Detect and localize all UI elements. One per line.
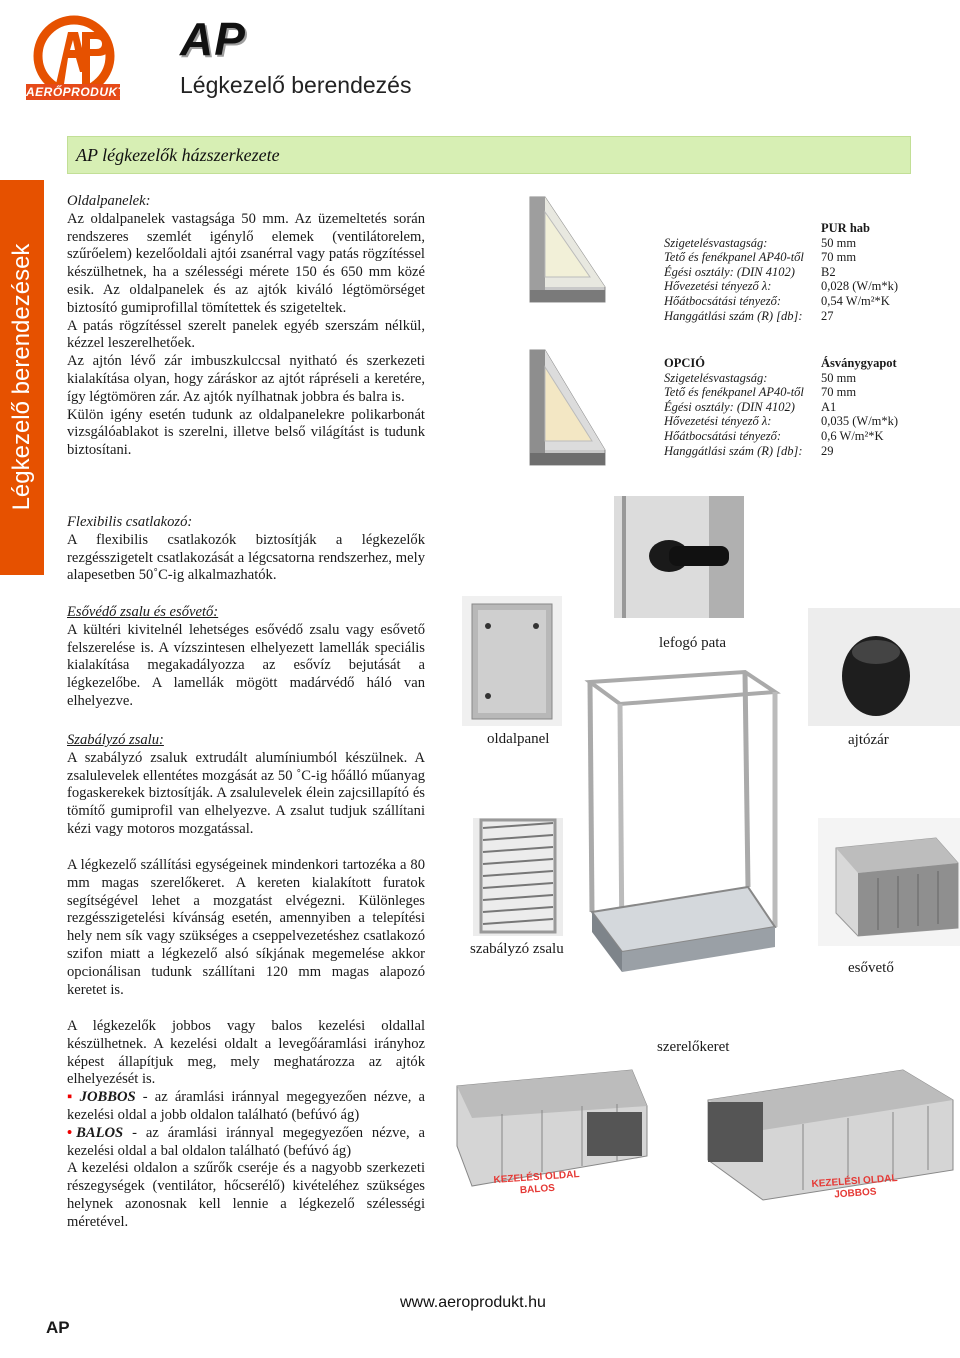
spec-value: 70 mm	[821, 385, 857, 400]
kezelesi-bullet-jobbos: ▪ JOBBOS - az áramlási iránnyal megegyezően nézve, a kezelési oldal a jobb oldalon található (befúvó ág)	[67, 1089, 425, 1123]
lefogo-pata-image	[614, 496, 744, 618]
spec-value: 0,6 W/m²*K	[821, 428, 884, 443]
spec-value: 27	[821, 308, 834, 323]
side-banner	[0, 180, 44, 575]
balos-label: KEZELÉSI OLDAL BALOS	[493, 1169, 580, 1197]
spec-value: 70 mm	[821, 250, 857, 265]
spec-value: 0,54 W/m²*K	[821, 293, 890, 308]
spec-label: Hővezetési tényező λ:	[664, 414, 772, 429]
oldalpanel-image	[462, 596, 562, 726]
caption-oldalpanel: oldalpanel	[487, 731, 550, 747]
spec-row	[664, 279, 924, 294]
spec-label: Hőátbocsátási tényező:	[664, 293, 781, 308]
spec-row	[664, 265, 924, 280]
spec-row	[664, 371, 924, 386]
szallitas-p1: A légkezelő szállítási egységeinek mindenkori tartozéka a 80 mm magas szerelőkeret. A kereten kialakított furatok segítségével lehet a mozgatást elvégezni. Különleges rezgésszigetelési kívánság esetén, amennyiben a telepítési hely nem sík vagy szükséges a cseppelvezetéshez csatlakozó szifon miatt a légkezelő alsó síkjának megemelése akkor opcionálisan tudunk szállítani 120 mm magas alapozó keretet is.	[67, 857, 425, 998]
spec-value: 0,028 (W/m*k)	[821, 279, 899, 294]
spec-row	[664, 309, 924, 324]
pur-header: PUR hab	[821, 221, 870, 235]
oldalpanelek-p1: Az oldalpanelek vastagsága 50 mm. Az üzemeltetés során rendszeres szemlét igénylő elemek (ventilátorelem, szűrőelem) kezelőoldali ajtói zsanérral vagy patás rögzítéssel készülhetnek, ha a szélességi mérete 150 és 650 mm közé esik. Az oldalpanelek és az ajtók kiváló légtömörséget biztosító gumiprofillal tömítettek és szigeteltek.	[67, 210, 425, 316]
caption-szabalyzo-zsalu: szabályzó zsalu	[470, 941, 564, 957]
panel-section-image-1	[510, 192, 610, 322]
ajtozar-image	[808, 608, 960, 726]
panel-section-image-2	[510, 345, 610, 485]
flexibilis-section	[67, 514, 425, 585]
spec-label: Tető és fenékpanel AP40-től	[664, 385, 804, 400]
spec-label: Hőátbocsátási tényező:	[664, 428, 781, 443]
szallitas-section	[67, 857, 425, 999]
spec-label: Szigetelésvastagság:	[664, 235, 768, 250]
esoveto-image	[818, 818, 960, 946]
spec-value: B2	[821, 264, 836, 279]
spec-label: Hanggátlási szám (R) [db]:	[664, 308, 803, 323]
spec-row	[664, 414, 924, 429]
opcio-label: OPCIÓ	[664, 356, 705, 370]
footer-url[interactable]: www.aeroprodukt.hu	[400, 1294, 546, 1311]
esovedo-p1: A kültéri kivitelnél lehetséges esővédő zsalu vagy esővető felszerelése is. A vízszintesen elhelyezett lamellák speciális kialakítása megakadályozza az esővíz bejutását a légkezelőbe. A lamellák mögött madárvédő háló van elhelyezve.	[67, 621, 425, 709]
szabalyzo-zsalu-image	[473, 818, 563, 936]
logo-text: AERŐPRODUKT	[26, 85, 126, 99]
spec-value: 50 mm	[821, 235, 857, 250]
section-title: AP légkezelők házszerkezete	[76, 145, 280, 165]
spec-label: Égési osztály: (DIN 4102)	[664, 399, 795, 414]
oldalpanelek-p4: Külön igény esetén tudunk az oldalpanelekre polikarbonát vizsgálóablakot is szerelni, illetve belső világítást is tudunk biztosítani.	[67, 406, 425, 459]
footer-brand: AP	[46, 1318, 70, 1337]
kezelesi-section	[67, 1018, 425, 1232]
opcio-header: Ásványgyapot	[821, 356, 897, 370]
brand-subtitle: Légkezelő berendezés	[180, 72, 412, 98]
szabalyzo-section	[67, 732, 425, 839]
spec-value: 29	[821, 443, 834, 458]
spec-value: A1	[821, 399, 837, 414]
spec-label: Hanggátlási szám (R) [db]:	[664, 443, 803, 458]
spec-row	[664, 385, 924, 400]
szabalyzo-p1: A szabályzó zsaluk extrudált alumíniumból készülnek. A zsalulevelek ellentétes mozgását az 50 ˚C-ig hőálló műanyag fogaskerekek biztosítják. A zsalulevelek élein zajcsillapító és tömítő gumiprofil van elhelyezve. A zsalut tudjuk szállítani kézi vagy motoros mozgatással.	[67, 749, 425, 837]
spec-label: Szigetelésvastagság:	[664, 370, 768, 385]
section-title-bar	[67, 136, 911, 174]
spec-label: Égési osztály: (DIN 4102)	[664, 264, 795, 279]
spec-value: 0,035 (W/m*k)	[821, 414, 899, 429]
caption-szerelokeret: szerelőkeret	[657, 1039, 730, 1055]
oldalpanelek-p2: A patás rögzítéssel szerelt panelek egyéb szerszám nélkül, kézzel leszerelhetőek.	[67, 317, 425, 352]
spec-table-opcio	[664, 356, 924, 458]
oldalpanelek-heading: Oldalpanelek:	[67, 193, 151, 209]
flexibilis-heading: Flexibilis csatlakozó:	[67, 514, 193, 530]
spec-row	[664, 444, 924, 459]
spec-row	[664, 236, 924, 251]
spec-table-pur	[664, 221, 924, 323]
caption-lefogo-pata: lefogó pata	[659, 635, 727, 651]
spec-row	[664, 294, 924, 309]
kezelesi-bullet-balos: • BALOS - az áramlási iránnyal megegyezően nézve, a kezelési oldal a bal oldalon található (befúvó ág)	[67, 1124, 425, 1159]
esovedo-heading: Esővédő zsalu és esővető:	[67, 604, 219, 620]
oldalpanelek-section	[67, 193, 425, 460]
spec-value: 50 mm	[821, 370, 857, 385]
spec-row	[664, 250, 924, 265]
flexibilis-p1: A flexibilis csatlakozók biztosítják a légkezelők rezgésszigetelt csatlakozását a légcsatorna rendszerhez, mely alapesetben 50˚C-ig alkalmazhatók.	[67, 531, 425, 584]
szabalyzo-heading: Szabályzó zsalu:	[67, 732, 164, 748]
spec-label: Hővezetési tényező λ:	[664, 279, 772, 294]
spec-label: Tető és fenékpanel AP40-től	[664, 250, 804, 265]
szerelokeret-image	[570, 662, 800, 1030]
esovedo-section	[67, 604, 425, 711]
side-banner-text: Légkezelő berendezések	[8, 243, 35, 511]
spec-row	[664, 429, 924, 444]
kezelesi-p2: A kezelési oldalon a szűrők cseréje és a nagyobb szerkezeti részegységek (ventilátor, hőcserélő) kivételéhez szükséges helynek azonosnak kell lennie a légkezelő szélességi méretével.	[67, 1160, 425, 1230]
spec-row	[664, 400, 924, 415]
jobbos-label: KEZELÉSI OLDAL JOBBOS	[811, 1173, 898, 1201]
brand-title: AP	[180, 13, 246, 65]
caption-esoveto: esővető	[848, 960, 894, 976]
oldalpanelek-p3: Az ajtón lévő zár imbuszkulccsal nyitható és szerkezeti kialakítása olyan, hogy záráskor az ajtót rápréseli a keretére, így légtömören zár. Az ajtók nyílhatnak jobbra és balra is.	[67, 353, 425, 405]
bullet-icon: ▪	[67, 1089, 76, 1106]
caption-ajtozar: ajtózár	[848, 732, 889, 748]
bullet-icon: •	[67, 1124, 73, 1141]
kezelesi-p1: A légkezelők jobbos vagy balos kezelési oldallal készülhetnek. A kezelési oldalt a levegőáramlási irányhoz képest állapítjuk meg, mely meghatározza az ajtók elhelyezését is.	[67, 1018, 425, 1088]
